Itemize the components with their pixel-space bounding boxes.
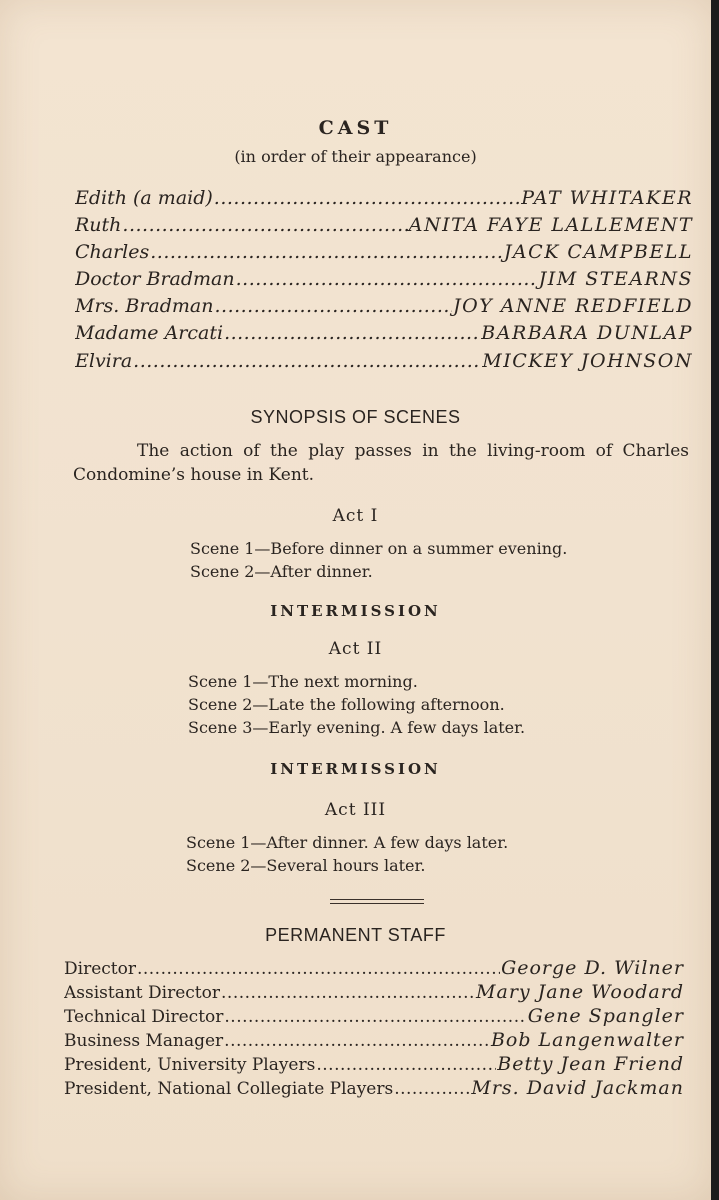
cast-role: Elvira bbox=[75, 350, 133, 372]
staff-row bbox=[64, 1005, 684, 1027]
scene-line: Scene 2—After dinner. bbox=[190, 562, 373, 581]
scene-line: Scene 2—Several hours later. bbox=[186, 856, 426, 875]
section-divider bbox=[330, 899, 424, 904]
staff-title: PERMANENT STAFF bbox=[265, 925, 446, 945]
cast-role: Doctor Bradman bbox=[75, 268, 235, 290]
cast-actor: JOY ANNE REDFIELD bbox=[453, 295, 693, 317]
synopsis-title: SYNOPSIS OF SCENES bbox=[250, 407, 461, 427]
act-title: Act III bbox=[324, 800, 387, 820]
staff-name: Betty Jean Friend bbox=[497, 1053, 684, 1075]
act-title: Act II bbox=[328, 639, 383, 659]
cast-row bbox=[75, 241, 693, 263]
scene-list bbox=[186, 831, 508, 877]
staff-row bbox=[64, 957, 684, 979]
cast-actor: PAT WHITAKER bbox=[521, 187, 693, 209]
staff-position: Business Manager bbox=[64, 1031, 224, 1051]
staff-name: Gene Spangler bbox=[527, 1005, 684, 1027]
cast-role: Charles bbox=[75, 241, 150, 263]
cast-row bbox=[75, 268, 693, 290]
staff-position: Director bbox=[64, 959, 136, 979]
cast-row bbox=[75, 322, 693, 344]
staff-position: Technical Director bbox=[64, 1007, 224, 1027]
staff-row bbox=[64, 1029, 684, 1051]
scene-list bbox=[188, 670, 525, 739]
cast-row bbox=[75, 350, 693, 372]
staff-row bbox=[64, 981, 684, 1003]
cast-subtitle: (in order of their appearance) bbox=[234, 147, 477, 166]
synopsis-text: The action of the play passes in the living-room of Charles Condomine’s house in Kent. bbox=[73, 441, 689, 485]
cast-actor: BARBARA DUNLAP bbox=[481, 322, 693, 344]
cast-role: Edith (a maid) bbox=[75, 187, 213, 209]
staff-position: President, National Collegiate Players bbox=[64, 1079, 394, 1099]
cast-role: Ruth bbox=[75, 214, 122, 236]
scene-line: Scene 1—After dinner. A few days later. bbox=[186, 833, 509, 852]
scene-line: Scene 2—Late the following afternoon. bbox=[188, 695, 505, 714]
cast-actor: JACK CAMPBELL bbox=[503, 241, 693, 263]
intermission-label: INTERMISSION bbox=[270, 760, 441, 778]
scene-line: Scene 1—Before dinner on a summer evening. bbox=[190, 539, 568, 558]
staff-name: Bob Langenwalter bbox=[490, 1029, 684, 1051]
cast-actor: MICKEY JOHNSON bbox=[482, 350, 693, 372]
cast-row bbox=[75, 214, 693, 236]
cast-role: Mrs. Bradman bbox=[75, 295, 214, 317]
scene-list bbox=[190, 537, 567, 583]
cast-title: CAST bbox=[318, 117, 393, 139]
staff-name: Mrs. David Jackman bbox=[471, 1077, 684, 1099]
staff-row bbox=[64, 1053, 684, 1075]
staff-row bbox=[64, 1077, 684, 1099]
scan-edge bbox=[711, 0, 719, 1200]
act-title: Act I bbox=[332, 506, 379, 526]
scene-line: Scene 1—The next morning. bbox=[188, 672, 418, 691]
staff-position: Assistant Director bbox=[64, 983, 221, 1003]
cast-actor: ANITA FAYE LALLEMENT bbox=[408, 214, 693, 236]
cast-actor: JIM STEARNS bbox=[538, 268, 693, 290]
staff-name: Mary Jane Woodard bbox=[476, 981, 684, 1003]
staff-name: George D. Wilner bbox=[501, 957, 684, 979]
cast-row bbox=[75, 295, 693, 317]
scene-line: Scene 3—Early evening. A few days later. bbox=[188, 718, 526, 737]
staff-position: President, University Players bbox=[64, 1055, 316, 1075]
cast-row bbox=[75, 187, 693, 209]
cast-role: Madame Arcati bbox=[75, 322, 224, 344]
intermission-label: INTERMISSION bbox=[270, 602, 441, 620]
